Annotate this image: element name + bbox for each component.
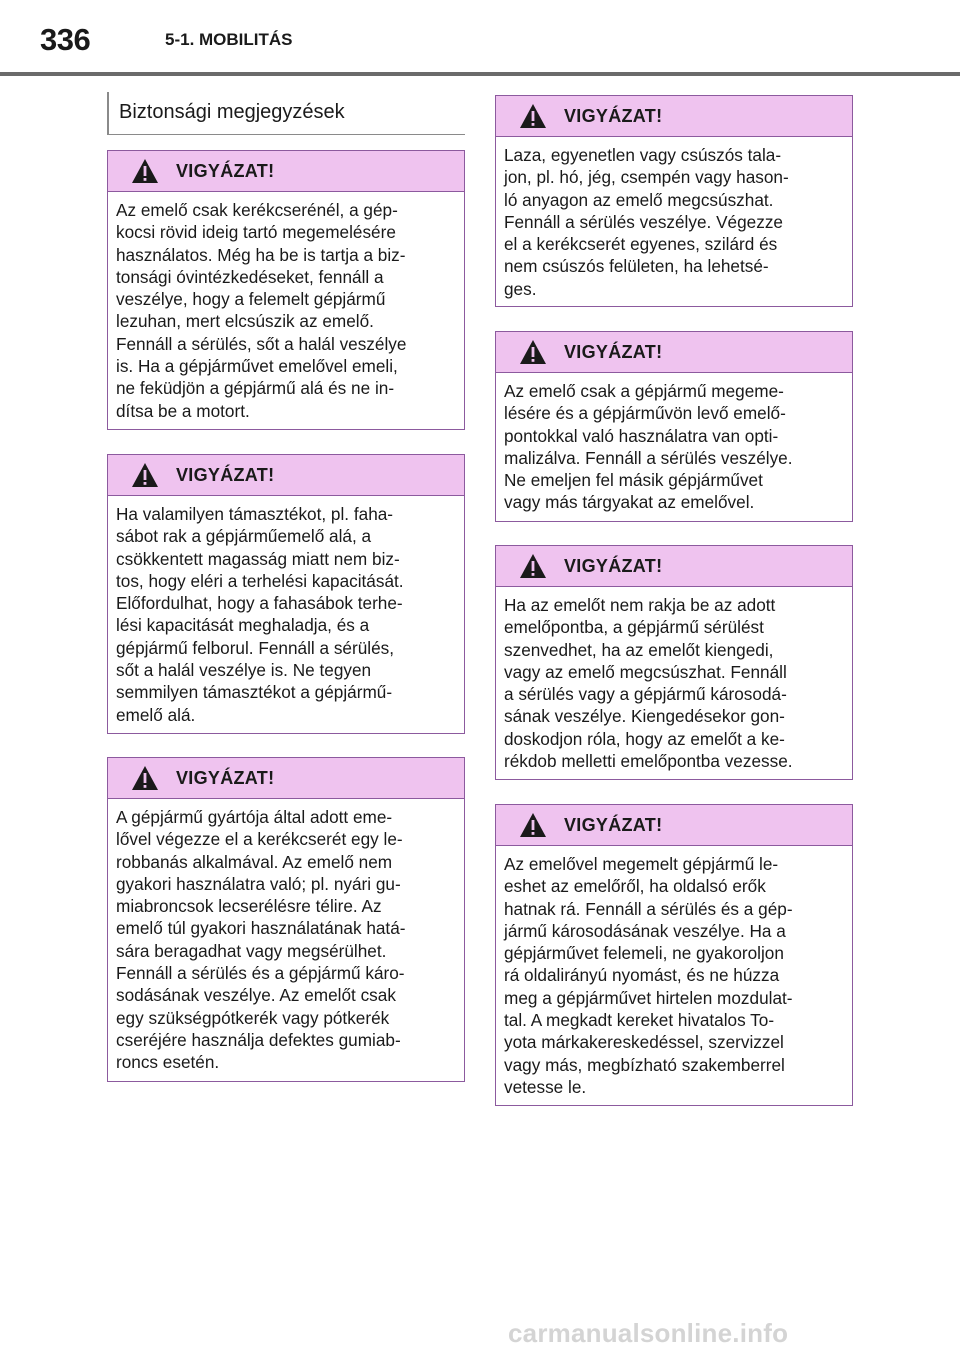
warning-header [496,332,852,373]
warning-box-4 [495,95,853,307]
warning-triangle-icon [519,553,547,579]
subheading-text: Biztonsági megjegyzések [119,101,345,123]
warning-triangle-icon [519,812,547,838]
warning-box-3 [107,757,465,1082]
warning-triangle-icon [131,462,159,488]
warning-text: A gépjármű gyártója által adott eme- lővel végezze el a kerékcserét egy le- robbanás alkalmával. Az emelő nem gyakori használatra való; pl. nyári gu- miabroncsok lecserélésre télire. Az emelő túl gyakori használatának hatá- sára beragadhat vagy megsérülhet. Fennáll a sérülés és a gépjármű káro- sodásának veszélye. Az emelőt csak egy szükségpótkerék vagy pótkerék cseréjére használja defektes gumiab- roncs esetén. [116,807,406,1073]
warning-title: VIGYÁZAT! [176,768,275,788]
warning-header [108,758,464,799]
warning-box-5 [495,331,853,522]
warning-triangle-icon [519,103,547,129]
warning-triangle-icon [131,765,159,791]
warning-triangle-icon [519,339,547,365]
warning-header [496,805,852,846]
warning-text: Az emelő csak kerékcserénél, a gép- kocsi rövid ideig tartó megemelésére használatos. Még ha be is tartja a biz- tonsági óvintézkedéseket, fennáll a veszélye, hogy a felemelt gépjármű lezuhan, mert elcsúszik az emelő. Fennáll a sérülés, sőt a halál veszélye is. Ha a gépjárművet emelővel emeli, ne feküdjön a gépjármű alá és ne in- dítsa be a motort. [116,200,407,421]
warning-text: Laza, egyenetlen vagy csúszós tala- jon, pl. hó, jég, csempén vagy hason- ló anyagon az emelő megcsúszhat. Fennáll a sérülés veszélye. Végezze el a kerékcserét egyenes, szilárd és nem csúszós felületen, ha lehetsé- ges. [504,145,789,299]
warning-title: VIGYÁZAT! [564,342,663,362]
section-title: 5-1. MOBILITÁS [165,30,293,49]
warning-title: VIGYÁZAT! [564,556,663,576]
page-number: 336 [40,22,91,57]
warning-header [496,546,852,587]
warning-box-6 [495,545,853,780]
warning-header [496,96,852,137]
warning-triangle-icon [131,158,159,184]
warning-text: Ha az emelőt nem rakja be az adott emelőpontba, a gépjármű sérülést szenvedhet, ha az emelőt kiengedi, vagy az emelő megcsúszhat. Fennáll a sérülés vagy a gépjármű károsodá- sának veszélye. Kiengedésekor gon- doskodjon róla, hogy az emelőt a ke- rékdob melletti emelőpontba vezesse. [504,595,793,772]
warning-title: VIGYÁZAT! [564,815,663,835]
warning-text: Az emelővel megemelt gépjármű le- eshet az emelőről, ha oldalsó erők hatnak rá. Fennáll a sérülés és a gép- jármű károsodásának veszélye. Ha a gépjárművet felemeli, ne gyakoroljon rá oldalirányú nyomást, és ne húzza meg a gépjárművet hirtelen mozdulat- tal. A megkadt kereket hivatalos To- yota márkakereskedéssel, szervizzel vagy más, megbízható szakemberrel vetesse le. [504,854,793,1097]
header-divider [0,72,960,76]
warning-title: VIGYÁZAT! [176,465,275,485]
warning-text: Az emelő csak a gépjármű megeme- lésére és a gépjárművön levő emelő- pontokkal való használatra van opti- malizálva. Fennáll a sérülés veszélye. Ne emeljen fel másik gépjárművet vagy más tárgyakat az emelővel. [504,381,793,513]
subheading [107,92,465,135]
warning-title: VIGYÁZAT! [564,106,663,126]
warning-header [108,151,464,192]
warning-header [108,455,464,496]
page-header [0,0,960,76]
warning-box-2 [107,454,465,734]
warning-box-7 [495,804,853,1106]
warning-title: VIGYÁZAT! [176,161,275,181]
warning-text: Ha valamilyen támasztékot, pl. faha- sábot rak a gépjárműemelő alá, a csökkentett magasság miatt nem biz- tos, hogy eléri a terhelési kapacitását. Előfordulhat, hogy a fahasábok terhe- lési kapacitását meghaladja, és a gépjármű felborul. Fennáll a sérülés, sőt a halál veszélye is. Ne tegyen semmilyen támasztékot a gépjármű- emelő alá. [116,504,404,725]
watermark: carmanualsonline.info [508,1318,789,1348]
warning-box-1 [107,150,465,430]
